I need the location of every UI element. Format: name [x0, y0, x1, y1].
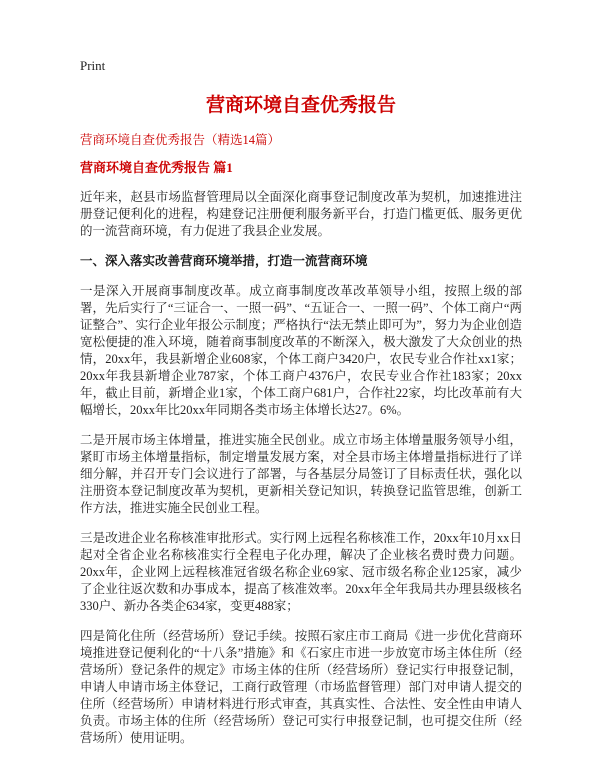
- intro-paragraph: 近年来，赵县市场监督管理局以全面深化商事登记制度改革为契机，加速推进注册登记便利化的进程，构建登记注册便利服务新平台，打造门槛更低、服务更优的一流营商环境，有力促进了我县企业发展。: [80, 190, 522, 238]
- page-title: 营商环境自查优秀报告: [205, 95, 396, 116]
- part-heading: 一、深入落实改善营商环境举措，打造一流营商环境: [80, 254, 368, 268]
- body-paragraph: 三是改进企业名称核准审批形式。实行网上远程名称核准工作，20xx年10月xx日起对全省企业名称核准实行全程电子化办理，解决了企业核名费时费力问题。20xx年，企业网上远程核准冠省级名称企业69家、冠市级名称企业125家，减少了企业往返次数和办事成本，提高了核准效率。20xx年全年我局共办理县级核名330户、新办各类企634家，变更488家；: [80, 531, 522, 613]
- section-heading: 营商环境自查优秀报告 篇1: [80, 160, 233, 175]
- body-paragraph: 二是开展市场主体增量，推进实施全民创业。成立市场主体增量服务领导小组，紧盯市场主体增量指标，制定增量发展方案，对全县市场主体增量指标进行了详细分解，并召开专门会议进行了部署，与各基层分局签订了目标责任状，强化以注册资本登记制度改革为契机，更新相关登记知识，转换登记监管思维，创新工作方法，推进实施全民创业工程。: [80, 433, 522, 515]
- body-paragraph: 一是深入开展商事制度改革。成立商事制度改革改革领导小组，按照上级的部署，先后实行了“三证合一、一照一码”、“五证合一、一照一码”、个体工商户“两证整合”、实行企业年报公示制度；严格执行“法无禁止即可为”，努力为企业创造宽松便捷的准入环境，随着商事制度改革的不断深入，极大激发了大众创业的热情，20xx年，我县新增企业608家，个体工商户3420户，农民专业合作社xx1家；20xx年我县新增企业787家，个体工商户4376户，农民专业合作社183家；20xx年，截止目前，新增企业1家，个体工商户681户，合作社22家，均比改革前有大幅增长，20xx年比20xx年同期各类市场主体增长达27。6%。: [80, 284, 522, 417]
- body-paragraph: 四是简化住所（经营场所）登记手续。按照石家庄市工商局《进一步优化营商环境推进登记便利化的“十八条”措施》和《石家庄市进一步放宽市场主体住所（经营场所）登记条件的规定》市场主体的住所（经营场所）登记实行申报登记制，申请人申请市场主体登记，工商行政管理（市场监督管理）部门对申请人提交的住所（经营场所）申请材料进行形式审查，其真实性、合法性、安全性由申请人负责。市场主体的住所（经营场所）登记可实行申报登记制，也可提交住所（经营场所）使用证明。: [80, 629, 522, 745]
- doc-subtitle: 营商环境自查优秀报告（精选14篇）: [80, 133, 281, 147]
- print-link[interactable]: Print: [80, 58, 106, 73]
